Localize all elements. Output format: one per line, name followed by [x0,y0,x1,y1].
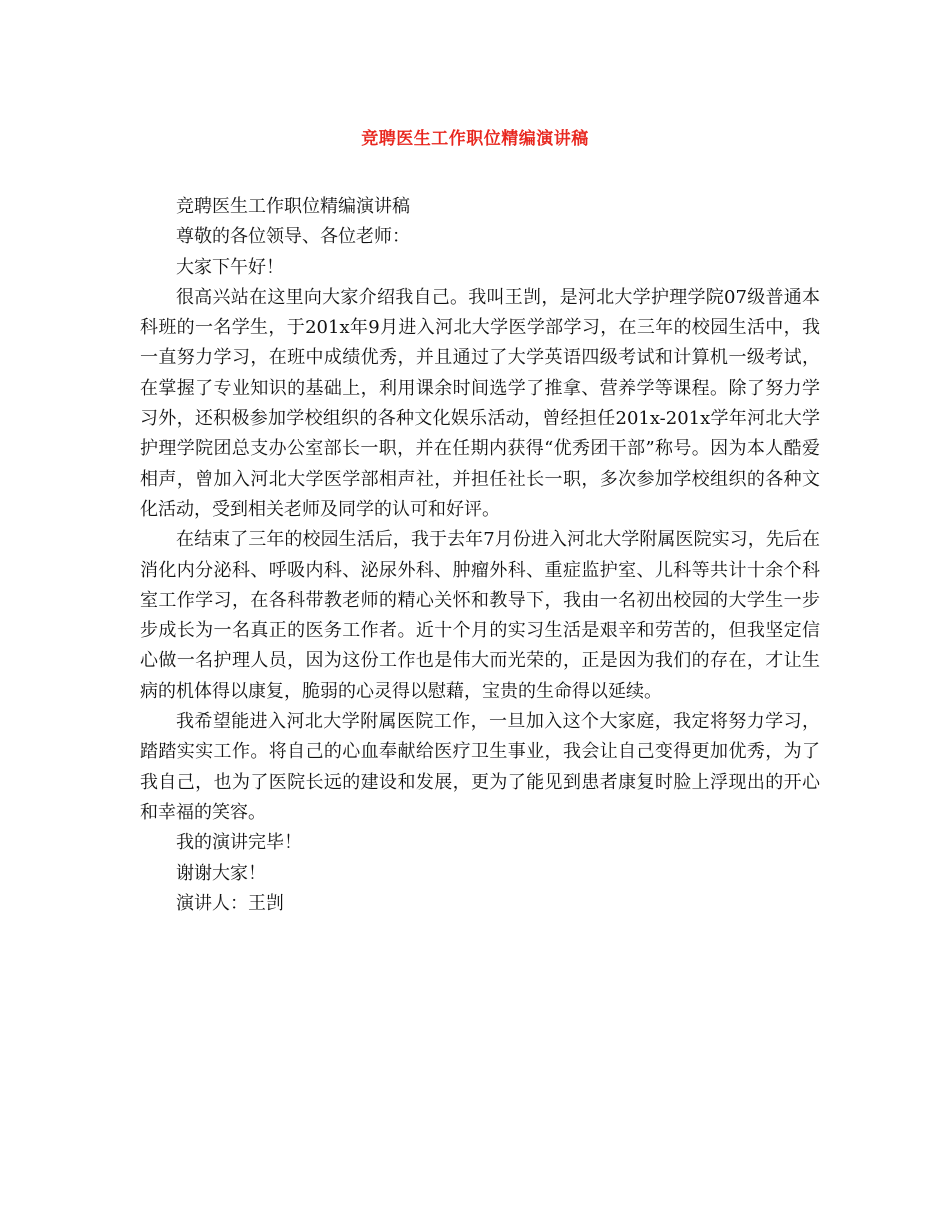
speaker-signature: 演讲人：王剀 [176,892,284,914]
body-heading: 竞聘医生工作职位精编演讲稿 [176,196,410,217]
document-body [140,192,820,919]
document-title: 竞聘医生工作职位精编演讲稿 [361,129,589,149]
paragraph-aspiration: 我希望能进入河北大学附属医院工作，一旦加入这个大家庭，我定将努力学习，踏踏实实工作。将自己的心血奉献给医疗卫生事业，我会让自己变得更加优秀，为了我自己，也为了医院长远的建设和发展，更为了能见到患者康复时脸上浮现出的开心和幸福的笑容。 [140,711,820,823]
paragraph-introduction: 很高兴站在这里向大家介绍我自己。我叫王剀，是河北大学护理学院07级普通本科班的一名学生，于201x年9月进入河北大学医学部学习，在三年的校园生活中，我一直努力学习，在班中成绩优秀，并且通过了大学英语四级考试和计算机一级考试，在掌握了专业知识的基础上，利用课余时间选学了推拿、营养学等课程。除了努力学习外，还积极参加学校组织的各种文化娱乐活动，曾经担任201x-201x学年河北大学护理学院团总支办公室部长一职，并在任期内获得“优秀团干部”称号。因为本人酷爱相声，曾加入河北大学医学部相声社，并担任社长一职，多次参加学校组织的各种文化活动，受到相关老师及同学的认可和好评。 [140,286,820,520]
closing-speech-end: 我的演讲完毕！ [176,832,302,854]
paragraph-internship: 在结束了三年的校园生活后，我于去年7月份进入河北大学附属医院实习，先后在消化内分泌科、呼吸内科、泌尿外科、肿瘤外科、重症监护室、儿科等共计十余个科室工作学习，在各科带教老师的精心关怀和教导下，我由一名初出校园的大学生一步步成长为一名真正的医务工作者。近十个月的实习生活是艰辛和劳苦的，但我坚定信心做一名护理人员，因为这份工作也是伟大而光荣的，正是因为我们的存在，才让生病的机体得以康复，脆弱的心灵得以慰藉，宝贵的生命得以延续。 [140,529,820,702]
greeting: 大家下午好！ [176,256,284,278]
salutation: 尊敬的各位领导、各位老师： [176,226,410,248]
closing-thanks: 谢谢大家！ [176,862,266,884]
